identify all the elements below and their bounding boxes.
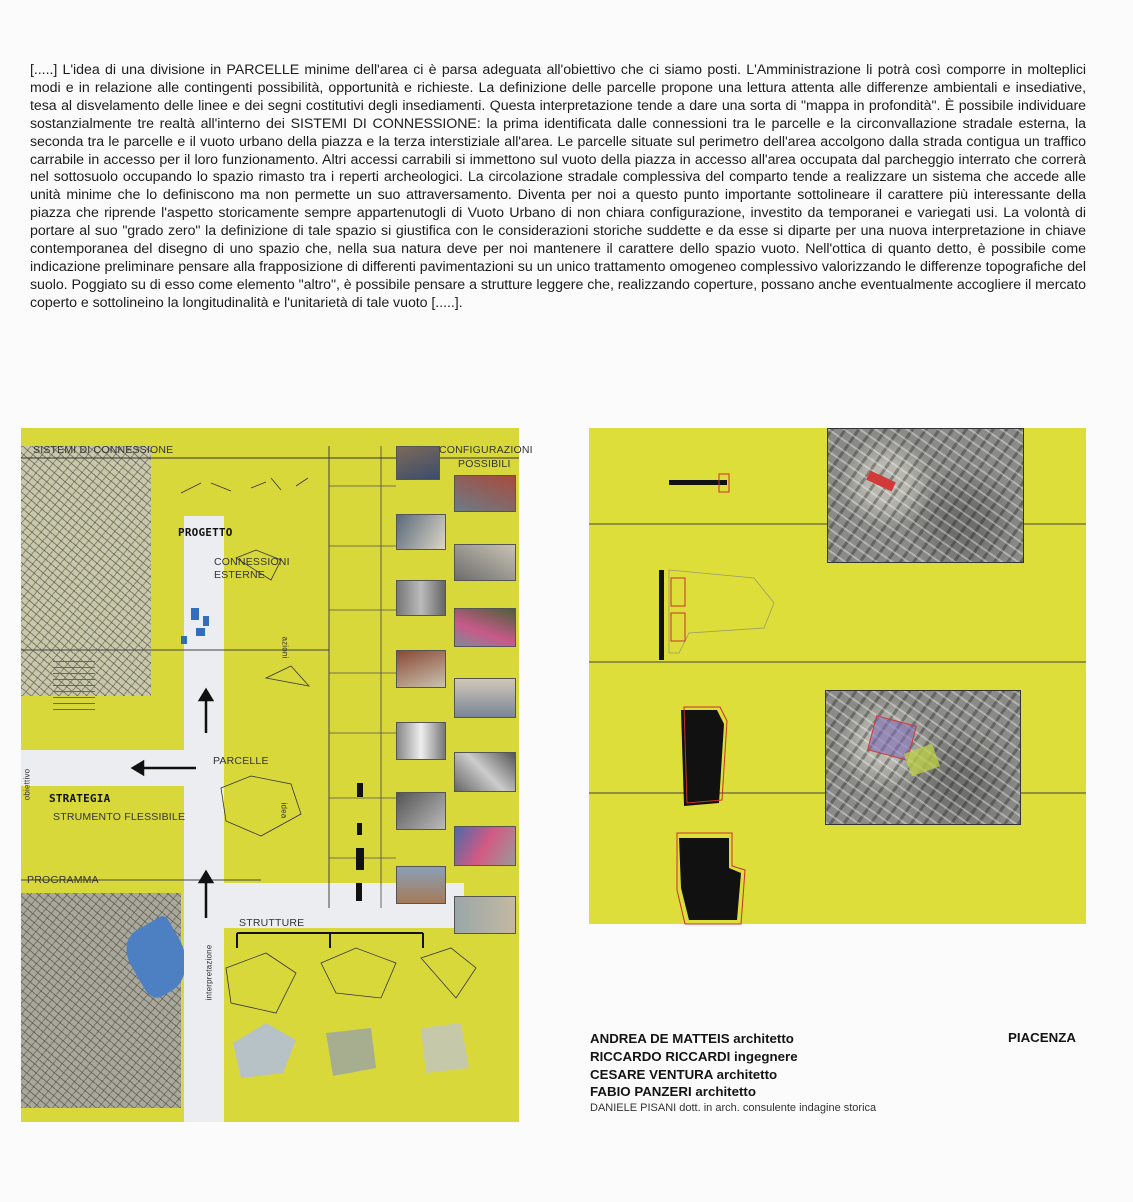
- essay-paragraph: [.....] L'idea di una divisione in PARCELLE minime dell'area ci è parsa adeguata all'obiettivo che ci siamo posti. L'Amministrazione li potrà così comporre in molteplici modi e in relazione alle contingenti possibilità, opportunità e richieste. La definizione delle parcelle propone una lettura attenta alle differenze ambientali e insediative, tesa al disvelamento delle linee e dei segni costitutivi degli insediamenti. Questa interpretazione tende a dare una sorta di "mappa in profondità". È possibile individuare sostanzialmente tre realtà all'interno dei SISTEMI DI CONNESSIONE: la prima identificata dalle connessioni tra le parcelle e la circonvallazione stradale esterna, la seconda tra le parcelle e il vuoto urbano della piazza e la terza interstiziale all'area. Le parcelle situate sul perimetro dell'area accolgono dalla strada contigua un traffico carrabile in accesso per il loro funzionamento. Altri accessi carrabili si immettono sul vuoto della piazza in accesso all'area occupata dal parcheggio interrato che correrà nel sottosuolo occupando lo spazio rimasto tra i reperti archeologici. La circolazione stradale complessiva del comparto tende a realizzare un sistema che accede alle unità minime che lo definiscono ma non permette un suo attraversamento. Diventa per noi a questo punto importante sottolineare il carattere più interessante della piazza che riprende l'aspetto storicamente sempre appartenutogli di Vuoto Urbano di non chiara configurazione, investito da temporanei e variegati usi. La volontà di portare al suo "grado zero" la definizione di tale spazio si giustifica con le considerazioni storiche suddette e da esse si diparte per una nuova interpretazione in chiave contemporanea del disegno di uno spazio che, nella sua natura deve per noi mantenere il carattere dello spazio vuoto. Nell'ottica di quanto detto, è possibile come indicazione preliminare pensare alla frapposizione di differenti pavimentazioni su un unico trattamento omogeneo complessivo valorizzando le differenze topografiche del suolo. Poggiato su di esso come elemento "altro", è possibile pensare a strutture leggere che, realizzando coperture, possano anche eventualmente accogliere il mercato coperto e sottolineino la longitudinalità e l'unitarietà di tale vuoto [.....].: [30, 62, 1086, 311]
- thumb-photo-14: [454, 896, 516, 934]
- credit-line-1: ANDREA DE MATTEIS architetto: [590, 1031, 794, 1046]
- project-board-diagram: [21, 428, 533, 1122]
- label-possibili: POSSIBILI: [458, 458, 511, 470]
- thumb-photo-3: [396, 514, 446, 550]
- site-plan-board: [589, 428, 1086, 924]
- label-azioni: azioni: [280, 636, 290, 659]
- thumb-photo-5: [396, 580, 446, 616]
- label-sistemi-connessione: SISTEMI DI CONNESSIONE: [33, 444, 174, 456]
- label-parcelle: PARCELLE: [213, 755, 269, 767]
- credit-line-4: FABIO PANZERI architetto: [590, 1084, 756, 1100]
- label-strategia: STRATEGIA: [49, 792, 111, 805]
- thumb-photo-8: [454, 678, 516, 718]
- label-strutture: STRUTTURE: [239, 917, 305, 929]
- label-interpretazione: interpretazione: [204, 944, 214, 1001]
- label-obiettivo: obiettivo: [22, 768, 32, 801]
- city-name: PIACENZA: [1008, 1030, 1076, 1045]
- thumb-photo-10: [454, 752, 516, 792]
- credit-line-3: CESARE VENTURA architetto: [590, 1066, 778, 1082]
- thumb-photo-9: [396, 722, 446, 760]
- label-programma: PROGRAMMA: [27, 874, 99, 886]
- aerial-photo-top: [827, 428, 1024, 563]
- label-configurazioni: CONFIGURAZIONI: [439, 444, 533, 456]
- label-progetto: PROGETTO: [178, 526, 233, 539]
- credit-line-2: RICCARDO RICCARDI ingegnere: [590, 1048, 798, 1064]
- thumb-photo-2: [454, 475, 516, 512]
- thumb-photo-1: [396, 446, 440, 480]
- credit-note: DANIELE PISANI dott. in arch. consulente indagine storica: [590, 1102, 877, 1115]
- thumb-photo-6: [454, 608, 516, 647]
- label-strumento-flessibile: STRUMENTO FLESSIBILE: [53, 811, 186, 823]
- label-connessioni: CONNESSIONI: [214, 556, 290, 568]
- thumb-photo-4: [454, 544, 516, 581]
- label-esterne: ESTERNE: [214, 569, 265, 581]
- label-idea: idea: [279, 802, 289, 819]
- thumb-photo-11: [396, 792, 446, 830]
- thumb-photo-13: [396, 866, 446, 904]
- thumb-photo-7: [396, 650, 446, 688]
- thumb-photo-12: [454, 826, 516, 866]
